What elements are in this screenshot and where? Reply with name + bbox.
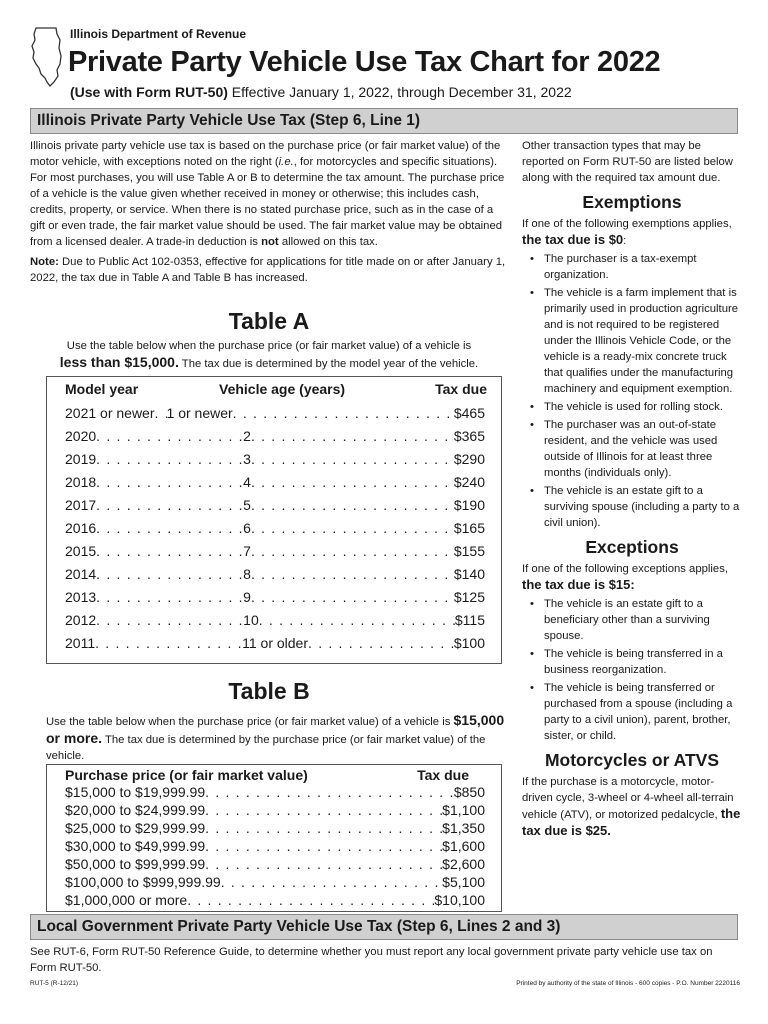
exemptions-lead: [522, 216, 742, 249]
exceptions-lead: [522, 561, 742, 594]
model-year: 2011: [65, 635, 96, 651]
table-b-title: Table B: [228, 678, 310, 704]
table-row: [65, 820, 485, 836]
table-row: [65, 892, 485, 908]
printed-by: Printed by authority of the state of Illinois - 600 copies - P.O. Number 2220116: [516, 980, 740, 987]
illinois-state-outline-icon: [30, 26, 64, 88]
vehicle-age: 4: [243, 474, 251, 490]
table-a-intro-b: The tax due is determined by the model year of the vehicle.: [178, 358, 479, 370]
exceptions-list: [528, 596, 742, 744]
form-reference: (Use with Form RUT-50): [70, 84, 228, 100]
department-name: Illinois Department of Revenue: [70, 27, 247, 41]
vehicle-age: 2: [243, 428, 251, 444]
page-subtitle: [70, 84, 572, 100]
para-part-b: , for motorcycles and specific situations). For most purchases, you will use Table A or B to determine the tax amount. The purchase price of a vehicle is the value given whether received in money or otherwise; this includes cash, credits, property, or service. When there is no stated purchase price, such as in the case of a gift or even trade, the fair market value should be used. The fair market value may be obtained from a licensed dealer. A trade-in deduction is: [30, 156, 505, 248]
other-transactions-intro: Other transaction types that may be reported on Form RUT-50 are listed below along with the required tax amount due.: [522, 140, 733, 184]
table-b-intro-b: The tax due is determined by the purchase price (or fair market value) of the vehicle.: [46, 734, 486, 762]
model-year: 2016: [65, 520, 97, 536]
tax-due: $2,600: [442, 856, 485, 872]
exceptions-heading: Exceptions: [585, 537, 679, 557]
para-not: not: [261, 236, 279, 248]
table-b-intro-a: Use the table below when the purchase price (or fair market value) of a vehicle is: [46, 716, 454, 728]
price-range: $1,000,000 or more: [65, 892, 188, 908]
table-b-intro-big: $15,000 or more.: [46, 712, 505, 746]
table-a-header-model-year: Model year: [65, 381, 139, 397]
note-paragraph: [30, 254, 508, 286]
exemptions-lead-end: :: [623, 235, 627, 247]
list-item: • The vehicle is an estate gift to a surviving spouse (including a party to a civil union).: [528, 483, 742, 531]
list-item: • The vehicle is a farm implement that is primarily used in production agriculture and is not required to be registered under the Illinois Vehicle Code, or the vehicle is a ready-mix concrete truck that qualifies under the manufacturing machinery and equipment exemption.: [528, 285, 742, 397]
para-part-a: Illinois private party vehicle use tax is based on the purchase price (or fair market value) of the motor vehicle, with exceptions noted on the right (: [30, 140, 501, 168]
price-range: $50,000 to $99,999.99: [65, 856, 206, 872]
tax-due: $10,100: [434, 892, 485, 908]
table-row: [65, 589, 485, 605]
vehicle-age: 11 or older: [242, 635, 309, 651]
price-range: $25,000 to $29,999.99: [65, 820, 206, 836]
table-row: [65, 856, 485, 872]
table-row: [65, 543, 485, 559]
document-header: [30, 22, 740, 104]
tax-due: $1,100: [442, 802, 485, 818]
tax-due: $1,600: [442, 838, 485, 854]
table-row: [65, 451, 485, 467]
list-item: • The vehicle is being transferred in a business reorganization.: [528, 646, 742, 678]
table-row: [65, 520, 485, 536]
tax-due: $850: [453, 784, 485, 800]
table-row: [65, 612, 485, 628]
para-ie: i.e.: [278, 156, 294, 168]
vehicle-age: 6: [243, 520, 251, 536]
table-a-header-tax-due: Tax due: [435, 381, 487, 397]
tax-due: $155: [453, 543, 485, 559]
exceptions-tax-due: the tax due is $15:: [522, 577, 635, 592]
tax-due: $240: [453, 474, 485, 490]
list-item: • The vehicle is being transferred or purchased from a spouse (including a party to a civil union), parent, brother, sister, or child.: [528, 680, 742, 744]
table-a-intro-a: Use the table below when the purchase price (or fair market value) of a vehicle is: [66, 340, 472, 352]
table-a-intro: [30, 338, 508, 372]
tax-due: $140: [453, 566, 485, 582]
list-item: • The purchaser was an out-of-state resident, and the vehicle was used outside of Illinois for at least three months (individuals only).: [528, 417, 742, 481]
table-row: [65, 405, 485, 421]
state-tax-description: [30, 138, 508, 286]
vehicle-age: 9: [243, 589, 251, 605]
price-range: $100,000 to $999,999.99: [65, 874, 221, 890]
price-range: $20,000 to $24,999.99: [65, 802, 206, 818]
tax-due: $190: [453, 497, 485, 513]
table-a-intro-big: less than $15,000.: [59, 354, 179, 370]
vehicle-age: 8: [243, 566, 251, 582]
tax-due: $165: [453, 520, 485, 536]
note-label: Note:: [30, 256, 59, 268]
motorcycles-text-body: If the purchase is a motorcycle, motor-driven cycle, 3-wheel or 4-wheel all-terrain vehicle (ATV), or motorized pedalcycle,: [522, 776, 734, 821]
exemptions-lead-text: If one of the following exemptions applies,: [522, 218, 732, 230]
local-tax-text: See RUT-6, Form RUT-50 Reference Guide, to determine whether you must report any local government private party vehicle use tax on Form RUT-50.: [30, 946, 713, 974]
table-b: [46, 764, 502, 912]
table-a-title: Table A: [228, 308, 310, 334]
table-b-intro: [46, 712, 508, 764]
section-heading-local-tax: Local Government Private Party Vehicle Use Tax (Step 6, Lines 2 and 3): [30, 914, 738, 940]
model-year: 2012: [65, 612, 97, 628]
table-a-header-vehicle-age: Vehicle age (years): [219, 381, 346, 397]
tax-due: $100: [453, 635, 485, 651]
table-row: [65, 566, 485, 582]
tax-due: $5,100: [442, 874, 485, 890]
effective-dates: Effective January 1, 2022, through December 31, 2022: [227, 84, 572, 100]
motorcycles-heading: Motorcycles or ATVS: [544, 750, 720, 770]
table-row: [65, 874, 485, 890]
description-paragraph: [30, 138, 508, 250]
tax-due: $125: [453, 589, 485, 605]
model-year: 2020: [65, 428, 97, 444]
section-heading-state-tax: Illinois Private Party Vehicle Use Tax (Step 6, Line 1): [30, 108, 738, 134]
model-year: 2013: [65, 589, 97, 605]
page-title: Private Party Vehicle Use Tax Chart for 2022: [68, 46, 661, 78]
table-b-header-tax-due: Tax due: [417, 767, 469, 783]
table-row: [65, 474, 485, 490]
table-row: [65, 802, 485, 818]
tax-due: $115: [454, 612, 485, 628]
exceptions-lead-text: If one of the following exceptions applies,: [522, 563, 728, 575]
table-a: [46, 376, 502, 664]
motorcycles-tax-due: the tax due is $25.: [522, 806, 741, 838]
list-item: • The purchaser is a tax-exempt organization.: [528, 251, 742, 283]
model-year: 2015: [65, 543, 97, 559]
form-id: RUT-5 (R-12/21): [30, 980, 79, 987]
table-row: [65, 635, 485, 651]
para-part-c: allowed on this tax.: [278, 236, 378, 248]
model-year: 2018: [65, 474, 97, 490]
list-item: • The vehicle is used for rolling stock.: [528, 399, 742, 415]
table-row: [65, 497, 485, 513]
vehicle-age: 3: [243, 451, 251, 467]
table-row: [65, 428, 485, 444]
vehicle-age: 5: [243, 497, 251, 513]
note-text: Due to Public Act 102-0353, effective for applications for title made on or after January 1, 2022, the tax due in Table A and Table B has increased.: [30, 256, 506, 284]
tax-due: $290: [453, 451, 485, 467]
exemptions-tax-due: the tax due is $0: [522, 232, 624, 247]
model-year: 2017: [65, 497, 97, 513]
list-item: • The vehicle is an estate gift to a beneficiary other than a surviving spouse.: [528, 596, 742, 644]
exemptions-list: [528, 251, 742, 531]
price-range: $30,000 to $49,999.99: [65, 838, 206, 854]
tax-due: $465: [453, 405, 485, 421]
model-year: 2014: [65, 566, 97, 582]
vehicle-age: 7: [243, 543, 251, 559]
right-column: [522, 138, 742, 840]
vehicle-age: 10: [243, 612, 259, 628]
table-row: [65, 838, 485, 854]
model-year: 2021 or newer: [65, 405, 155, 421]
table-b-header-price: Purchase price (or fair market value): [65, 767, 308, 783]
vehicle-age: 1 or newer: [166, 405, 233, 421]
motorcycles-text: [522, 774, 742, 840]
tax-due: $365: [453, 428, 485, 444]
table-row: [65, 784, 485, 800]
price-range: $15,000 to $19,999.99: [65, 784, 206, 800]
model-year: 2019: [65, 451, 97, 467]
tax-due: $1,350: [442, 820, 485, 836]
exemptions-heading: Exemptions: [582, 192, 682, 212]
